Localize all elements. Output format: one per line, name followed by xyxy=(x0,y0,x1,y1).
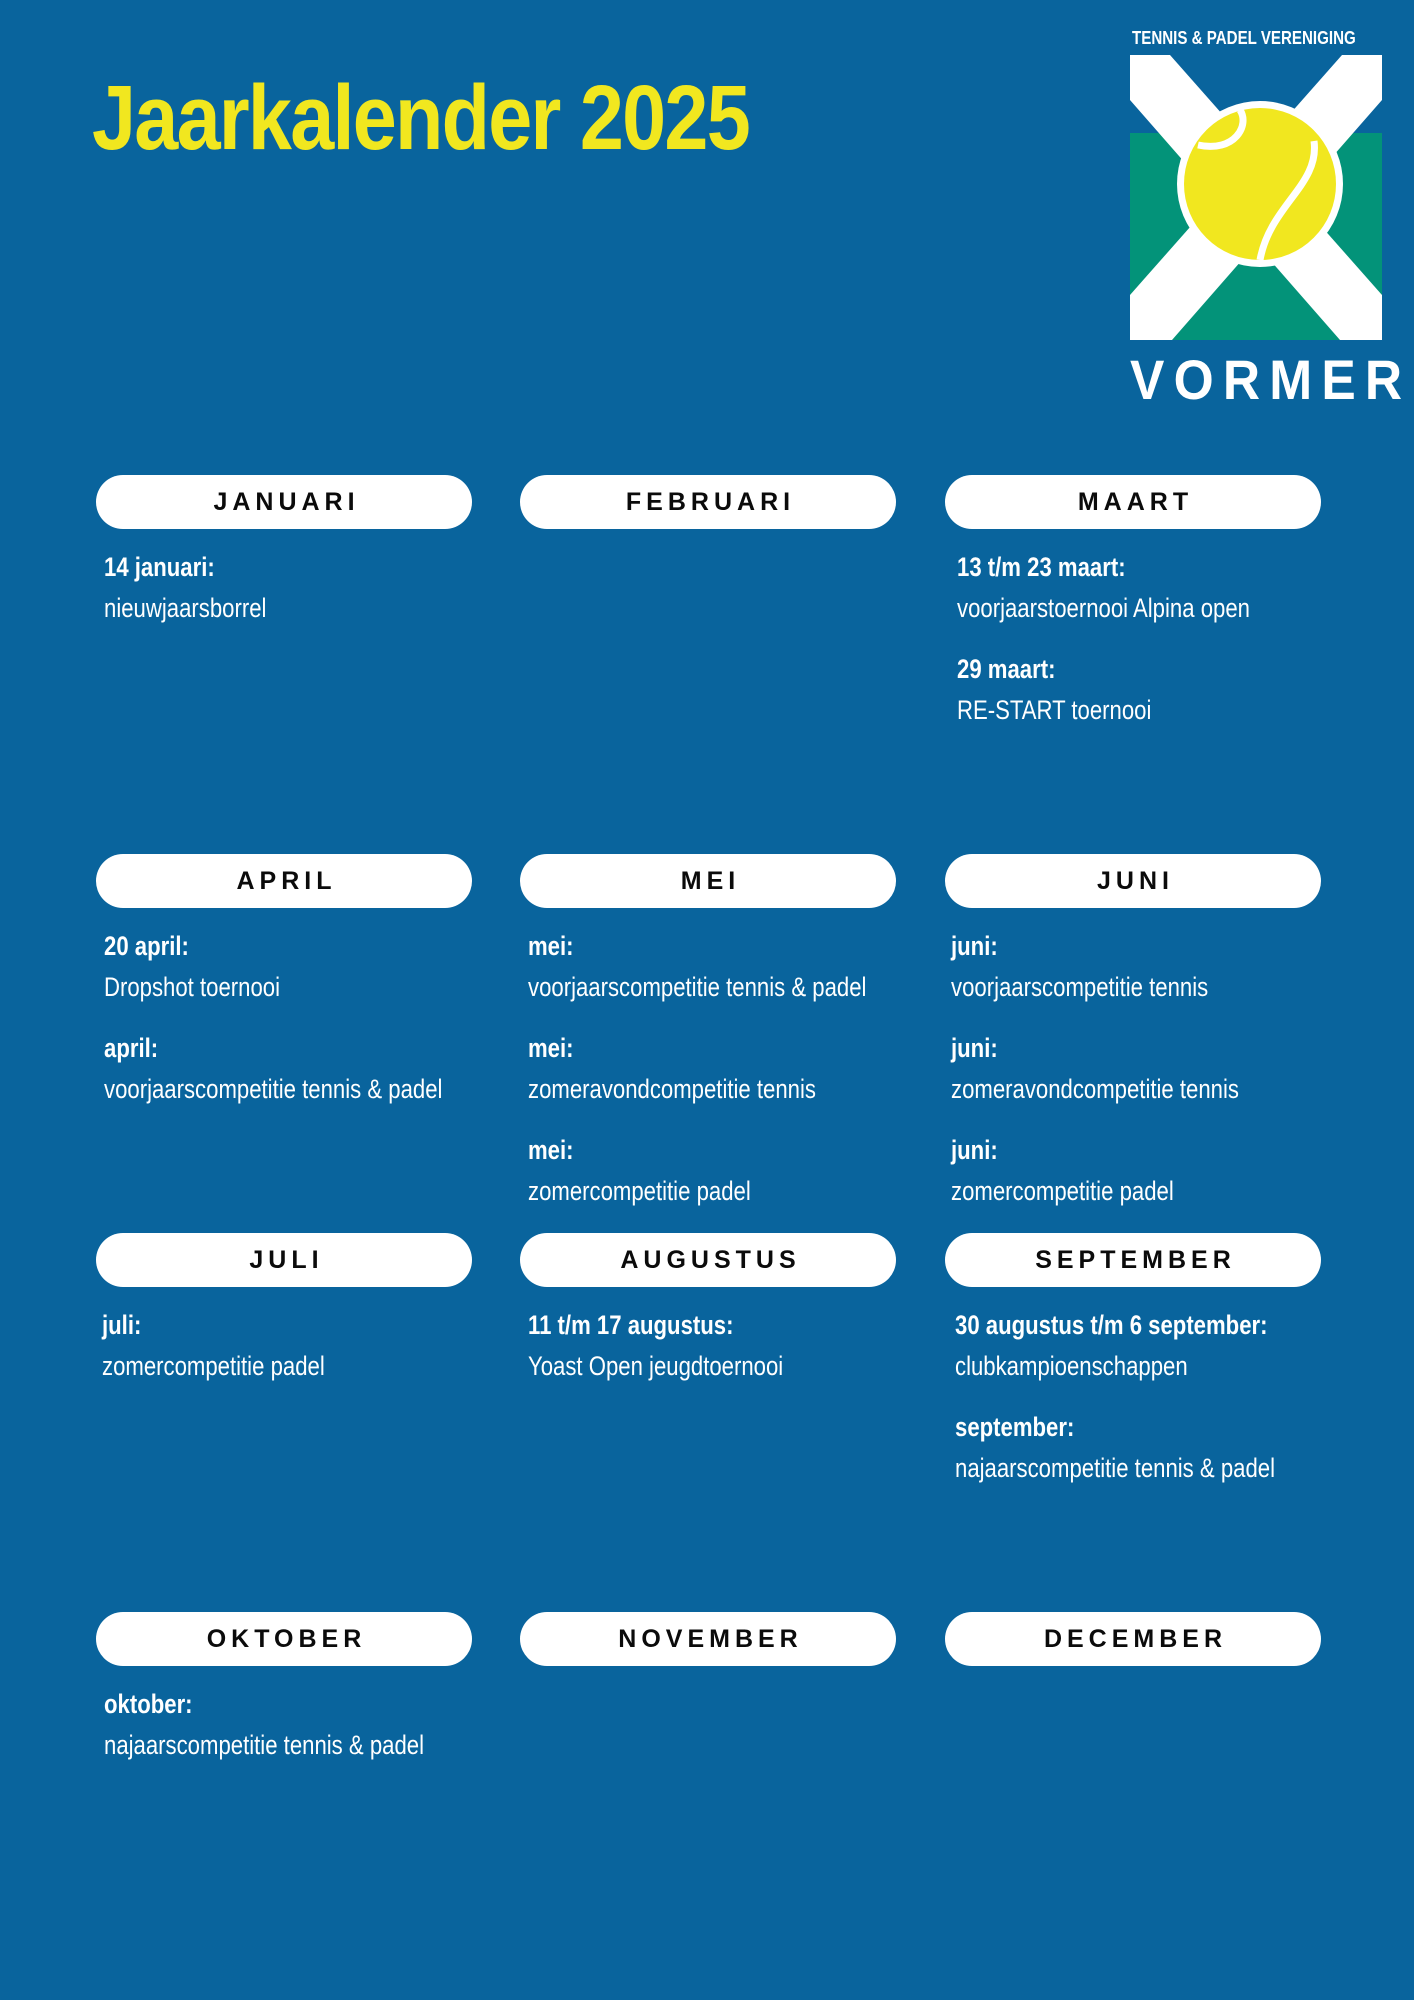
event-date: juli: xyxy=(102,1310,142,1340)
event-date: april: xyxy=(104,1033,159,1063)
month-oktober xyxy=(96,1612,472,1786)
event-item xyxy=(955,1305,1321,1387)
event-description: zomercompetitie padel xyxy=(528,1176,751,1206)
event-list xyxy=(96,1666,472,1766)
event-date: 13 t/m 23 maart: xyxy=(957,552,1126,582)
event-list xyxy=(945,908,1321,1212)
club-logo xyxy=(1130,26,1412,412)
event-date: juni: xyxy=(951,1033,998,1063)
event-item xyxy=(528,1305,896,1387)
event-date: september: xyxy=(955,1412,1075,1442)
event-description: voorjaarscompetitie tennis & padel xyxy=(528,972,867,1002)
month-label: MAART xyxy=(945,475,1321,529)
logo-caption: TENNIS & PADEL VERENIGING xyxy=(1132,28,1356,48)
month-december xyxy=(945,1612,1321,1684)
event-description: zomeravondcompetitie tennis xyxy=(951,1074,1239,1104)
event-item xyxy=(528,1028,896,1110)
event-item xyxy=(104,547,472,629)
month-mei xyxy=(520,854,896,1232)
event-date: 14 januari: xyxy=(104,552,215,582)
month-label: DECEMBER xyxy=(945,1612,1321,1666)
month-maart xyxy=(945,475,1321,751)
month-april xyxy=(96,854,472,1130)
event-date: mei: xyxy=(528,931,574,961)
event-item xyxy=(102,1305,472,1387)
event-date: oktober: xyxy=(104,1689,193,1719)
event-item xyxy=(951,1130,1321,1212)
event-date: 11 t/m 17 augustus: xyxy=(528,1310,734,1340)
page-title: Jaarkalender 2025 xyxy=(92,67,749,169)
month-label: MEI xyxy=(520,854,896,908)
event-list xyxy=(945,1666,1321,1684)
event-date: 20 april: xyxy=(104,931,189,961)
event-date: mei: xyxy=(528,1135,574,1165)
event-item xyxy=(951,1028,1321,1110)
month-september xyxy=(945,1233,1321,1509)
month-label: NOVEMBER xyxy=(520,1612,896,1666)
event-date: mei: xyxy=(528,1033,574,1063)
event-list xyxy=(945,529,1321,731)
month-juli xyxy=(96,1233,472,1407)
month-januari xyxy=(96,475,472,649)
event-item xyxy=(955,1407,1321,1489)
event-description: najaarscompetitie tennis & padel xyxy=(955,1453,1275,1483)
event-list xyxy=(96,908,472,1110)
month-label: JANUARI xyxy=(96,475,472,529)
month-november xyxy=(520,1612,896,1684)
month-label: JUNI xyxy=(945,854,1321,908)
event-description: zomercompetitie padel xyxy=(951,1176,1174,1206)
month-label: SEPTEMBER xyxy=(945,1233,1321,1287)
event-item xyxy=(957,649,1321,731)
month-juni xyxy=(945,854,1321,1232)
month-augustus xyxy=(520,1233,896,1407)
month-label: AUGUSTUS xyxy=(520,1233,896,1287)
month-label: FEBRUARI xyxy=(520,475,896,529)
event-list xyxy=(520,908,896,1212)
event-description: clubkampioenschappen xyxy=(955,1351,1188,1381)
event-list xyxy=(520,1666,896,1684)
month-label: OKTOBER xyxy=(96,1612,472,1666)
event-item xyxy=(957,547,1321,629)
month-label: JULI xyxy=(96,1233,472,1287)
event-list xyxy=(520,1287,896,1387)
event-list xyxy=(945,1287,1321,1489)
event-description: nieuwjaarsborrel xyxy=(104,593,267,623)
event-description: Dropshot toernooi xyxy=(104,972,281,1002)
logo-name: VORMER xyxy=(1130,348,1412,411)
month-label: APRIL xyxy=(96,854,472,908)
event-item xyxy=(528,1130,896,1212)
event-description: voorjaarscompetitie tennis & padel xyxy=(104,1074,443,1104)
event-item xyxy=(104,926,472,1008)
event-description: voorjaarstoernooi Alpina open xyxy=(957,593,1250,623)
event-date: juni: xyxy=(951,931,998,961)
event-description: zomercompetitie padel xyxy=(102,1351,325,1381)
event-description: RE-START toernooi xyxy=(957,695,1152,725)
event-description: Yoast Open jeugdtoernooi xyxy=(528,1351,784,1381)
event-list xyxy=(96,1287,472,1387)
event-date: juni: xyxy=(951,1135,998,1165)
event-list xyxy=(520,529,896,547)
event-item xyxy=(951,926,1321,1008)
month-februari xyxy=(520,475,896,547)
event-list xyxy=(96,529,472,629)
event-description: najaarscompetitie tennis & padel xyxy=(104,1730,424,1760)
tennis-ball-logo-icon xyxy=(1130,55,1382,340)
event-description: voorjaarscompetitie tennis xyxy=(951,972,1209,1002)
event-description: zomeravondcompetitie tennis xyxy=(528,1074,816,1104)
event-item xyxy=(104,1028,472,1110)
event-item xyxy=(528,926,896,1008)
event-item xyxy=(104,1684,472,1766)
event-date: 29 maart: xyxy=(957,654,1056,684)
event-date: 30 augustus t/m 6 september: xyxy=(955,1310,1268,1340)
